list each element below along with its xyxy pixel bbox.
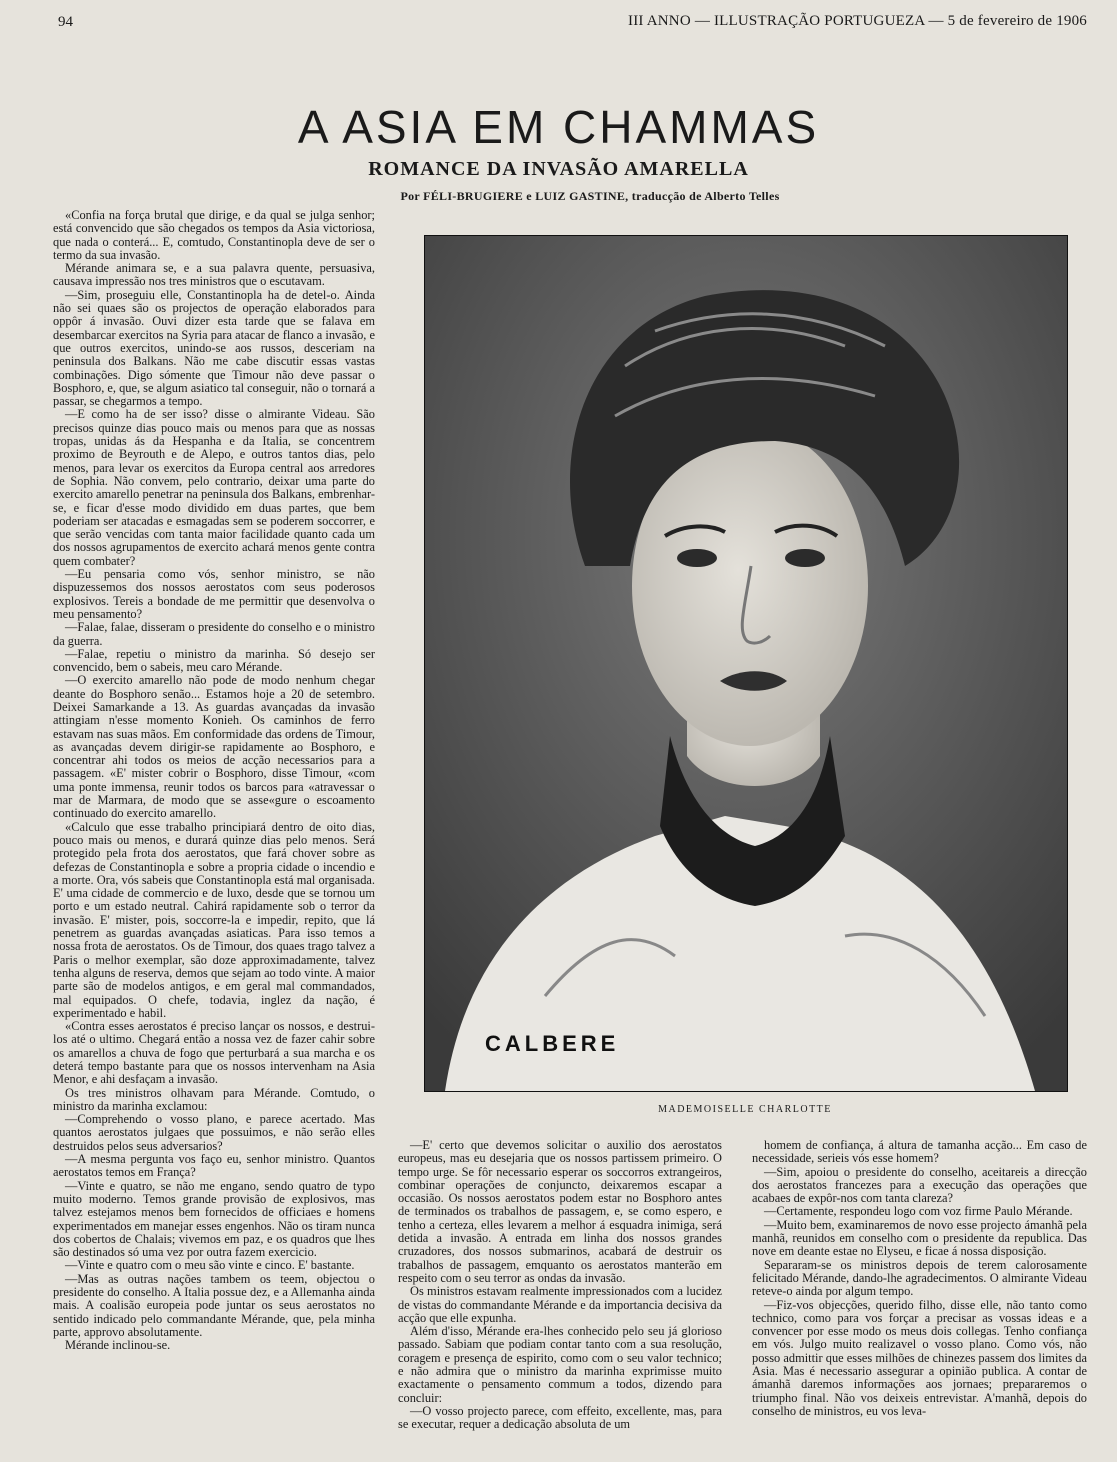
- paragraph: Os ministros estavam realmente impressionados com a lucidez de vistas do commandante Mérande e da importancia decisiva da acção que elle expunha.: [398, 1284, 722, 1325]
- artist-signature: CALBERE: [485, 1031, 620, 1056]
- paragraph: «Confia na força brutal que dirige, e da qual se julga senhor; está convencido que são chegados os tempos da Asia victoriosa, que nada o conterá... E, comtudo, Constantinopla deve de ser o termo da sua invasão.: [53, 209, 375, 262]
- page-number: 94: [58, 14, 73, 30]
- paragraph: —Falae, falae, disseram o presidente do conselho e o ministro da guerra.: [53, 620, 375, 648]
- text-column-middle: [398, 1139, 722, 1452]
- paragraph: —Muito bem, examinaremos de novo esse projecto ámanhã pela manhã, reunidos em conselho com o presidente da republica. Das nove em deante estae no Elyseu, e ficae á nossa disposição.: [752, 1217, 1087, 1259]
- running-head: III ANNO — ILLUSTRAÇÃO PORTUGUEZA — 5 de fevereiro de 1906: [628, 13, 1087, 29]
- paragraph: Mérande inclinou-se.: [65, 1338, 171, 1353]
- paragraph: —Vinte e quatro, se não me engano, sendo quatro de typo muito moderno. Temos grande provisão de explosivos, mas talvez estejamos menos bem fornecidos de officiaes e homens experimentados em manejar esses engenhos. Não os tiram nunca dos cobertos de Chalais; vivemos em paz, e os quadros que lhes são destinados só uma vez por outra fazem exercicio.: [53, 1178, 375, 1260]
- paragraph: —Fiz-vos objecções, querido filho, disse elle, não tanto como technico, como para vos forçar a precisar as vossas ideas e a convencer por esse modo os meus dois collegas. Tenho confiança em vós. Julgo muito realizavel o vosso plano. Como vós, não posso admittir que esses milhões de chinezes passem dos limites da Asia. Mas é necessario assegurar a opinião publica. A contar de ámanhã daremos informações aos jornaes; prepararemos o triumpho final. Não vos deixeis entrevistar. A'manhã, depois do conselho de ministros, eu vos leva-: [752, 1297, 1087, 1418]
- paragraph: —O vosso projecto parece, com effeito, excellente, mas, para se executar, requer a dedicação absoluta de um: [398, 1403, 722, 1432]
- paragraph: —E como ha de ser isso? disse o almirante Videau. São precisos quinze dias pouco mais ou menos para que as nossas tropas, unidas ás da Hespanha e da Italia, se concentrem proximo de Beyrouth e de Alepo, e outros tantos dias, pelo menos, para levar os exercitos da Europa central aos arredores de Sophia. Não convem, pelo contrario, deixar uma parte do exercito amarello penetrar na peninsula dos Balkans, embrenhar-se, e ficar d'esse modo dividido em duas partes, que bem poderiam ser atacadas e esmagadas sem se poderem soccorrer, e que serão vencidas com tanta maior facilidade quanto cada um dos nossos agrupamentos de exercito achará menos gente contra quem combater?: [53, 407, 375, 568]
- portrait-illustration: [424, 235, 1068, 1092]
- paragraph: —Sim, proseguiu elle, Constantinopla ha de detel-o. Ainda não sei quaes são os projectos de operação elaborados para oppôr á invasão. Ouvi dizer esta tarde que se falava em desembarcar exercitos na Syria para atacar de flanco a invasão, e que outros exercitos, unindo-se aos russos, desceriam na peninsula dos Balkans. Não me cabe discutir essas vastas combinações. Digo sómente que Timour não deve passar o Bosphoro, e, que, se algum asiatico tal conseguir, não o tornará a passar, se chegarmos a tempo.: [53, 287, 375, 409]
- paragraph: —Vinte e quatro com o meu são vinte e cinco. E' bastante.: [65, 1258, 355, 1273]
- paragraph: —Sim, apoiou o presidente do conselho, aceitareis a direcção dos aerostatos francezes para a execução das operações que acabaes de expôr-nos com tanta clareza?: [752, 1164, 1087, 1206]
- paragraph: —Falae, repetiu o ministro da marinha. Só desejo ser convencido, bem o sabeis, meu caro Mérande.: [53, 646, 375, 675]
- paragraph: Além d'isso, Mérande era-lhes conhecido pelo seu já glorioso passado. Sabiam que podiam contar tanto com a sua resolução, coragem e presença de espirito, como com o seu valor technico; e não admira que o ministro da marinha exprimisse muito exactamente o pensamento commum a todos, dizendo para concluir:: [398, 1324, 722, 1405]
- article-subtitle: ROMANCE DA INVASÃO AMARELLA: [368, 158, 749, 180]
- text-column-left: [53, 209, 375, 1452]
- paragraph: —E' certo que devemos solicitar o auxilio dos aerostatos europeus, mas eu desejaria que os nossos partissem primeiro. O tempo urge. Se fôr necessario esperar os soccorros extrangeiros, combinar operações de conjuncto, deixaremos escapar a occasião. Os nossos aerostatos podem estar no Bosphoro antes de terminados os trabalhos de passagem, e, se como espero, e tenho a certeza, elles levarem a melhor á esquadra inimiga, será detida a invasão. A entrada em linha dos nossos grandes cruzadores, dos nossos submarinos, acabará de destruir os trabalhos de passagem, emquanto os aerostatos manterão em respeito com o seu terror as ondas da invasão.: [398, 1139, 722, 1285]
- paragraph: Mérande animara se, e a sua palavra quente, persuasiva, causava impressão nos tres ministros que o escutavam.: [53, 261, 375, 289]
- paragraph: Separaram-se os ministros depois de terem calorosamente felicitado Mérande, dando-lhe agradecimentos. O almirante Videau reteve-o ainda por algum tempo.: [752, 1257, 1087, 1299]
- paragraph: —Eu pensaria como vós, senhor ministro, se não dispuzessemos dos nossos aerostatos com seus poderosos explosivos. Tereis a bondade de me permittir que desenvolva o meu pensamento?: [53, 567, 375, 621]
- paragraph: —Mas as outras nações tambem os teem, objectou o presidente do conselho. A Italia possue dez, e a Allemanha ainda mais. A coalisão europeia pode juntar os seus aerostatos no sentido indicado pelo commandante Mérande, que, pela minha parte, approvo absolutamente.: [53, 1271, 375, 1339]
- paragraph: Os tres ministros olhavam para Mérande. Comtudo, o ministro da marinha exclamou:: [53, 1085, 375, 1113]
- paragraph: —Certamente, respondeu logo com voz firme Paulo Mérande.: [764, 1204, 1073, 1219]
- text-column-right: [752, 1139, 1087, 1452]
- paragraph: «Calculo que esse trabalho principiará dentro de oito dias, pouco mais ou menos, e durará quinze dias pelo menos. Será protegido pela frota dos aerostatos, que fará chover sobre as defezas de Constantinopla e sobre a propria cidade o incendio e a morte. Ora, vós sabeis que Constantinopla está mal organisada. E' uma cidade de commercio e de luxo, desde que se tornou um porto e um estado neutral. Cahirá rapidamente sob o terror da invasão. E' mister, pois, soccorre-la e impedir, repito, que lá penetrem as guardas avançadas asiaticas. Para isso temos a nossa frota de aerostatos. Os de Timour, dos quaes trago talvez a Paris o melhor exemplar, são doze approximadamente, talvez tenha alguns de reserva, demos que sejam ao todo vinte. A maior parte são de modelos antigos, e em geral mal commandados, mal equipados. O chefe, todavia, inglez da nação, é experimentado e habil.: [53, 819, 375, 1020]
- paragraph: —A mesma pergunta vos faço eu, senhor ministro. Quantos aerostatos temos em França?: [53, 1152, 375, 1180]
- article-title: A ASIA EM CHAMMAS: [297, 101, 820, 153]
- portrait-drawing: [425, 236, 1067, 1091]
- paragraph: homem de confiança, á altura de tamanha acção... Em caso de necessidade, serieis vós esse homem?: [752, 1139, 1087, 1166]
- paragraph: «Contra esses aerostatos é preciso lançar os nossos, e destrui-los até o ultimo. Chegará então a nossa vez de fazer cahir sobre os amarellos a chuva de fogo que perturbará a sua marcha e os deterá tempo bastante para que os nossos intervenham na Asia Menor, e ahi desfaçam a invasão.: [53, 1019, 375, 1087]
- paragraph: —Comprehendo o vosso plano, e parece acertado. Mas quantos aerostatos julgaes que possuimos, e não serão elles destruidos pelos seus adversarios?: [53, 1112, 375, 1153]
- paragraph: —O exercito amarello não pode de modo nenhum chegar deante do Bosphoro senão... Estamos hoje a 20 de setembro. Deixei Samarkande a 13. As guardas avançadas da invasão attingiam n'esse momento Konieh. Os caminhos de ferro estavam nas suas mãos. Em conformidade das ordens de Timour, as avançadas devem dirigir-se rapidamente ao Bosphoro, e concentrar ahi todos os meios de acção necessarios para a passagem. «E' mister cobrir o Bosphoro, disse Timour, «com uma ponte immensa, reunir todos os barcos para «atravessar o mar de Marmara, de modo que se asse«gure o escoamento continuado do exercito amarello.: [53, 673, 375, 821]
- illustration-caption: MADEMOISELLE CHARLOTTE: [658, 1104, 832, 1115]
- article-byline: Por FÉLI-BRUGIERE e LUIZ GASTINE, traducção de Alberto Telles: [400, 189, 780, 203]
